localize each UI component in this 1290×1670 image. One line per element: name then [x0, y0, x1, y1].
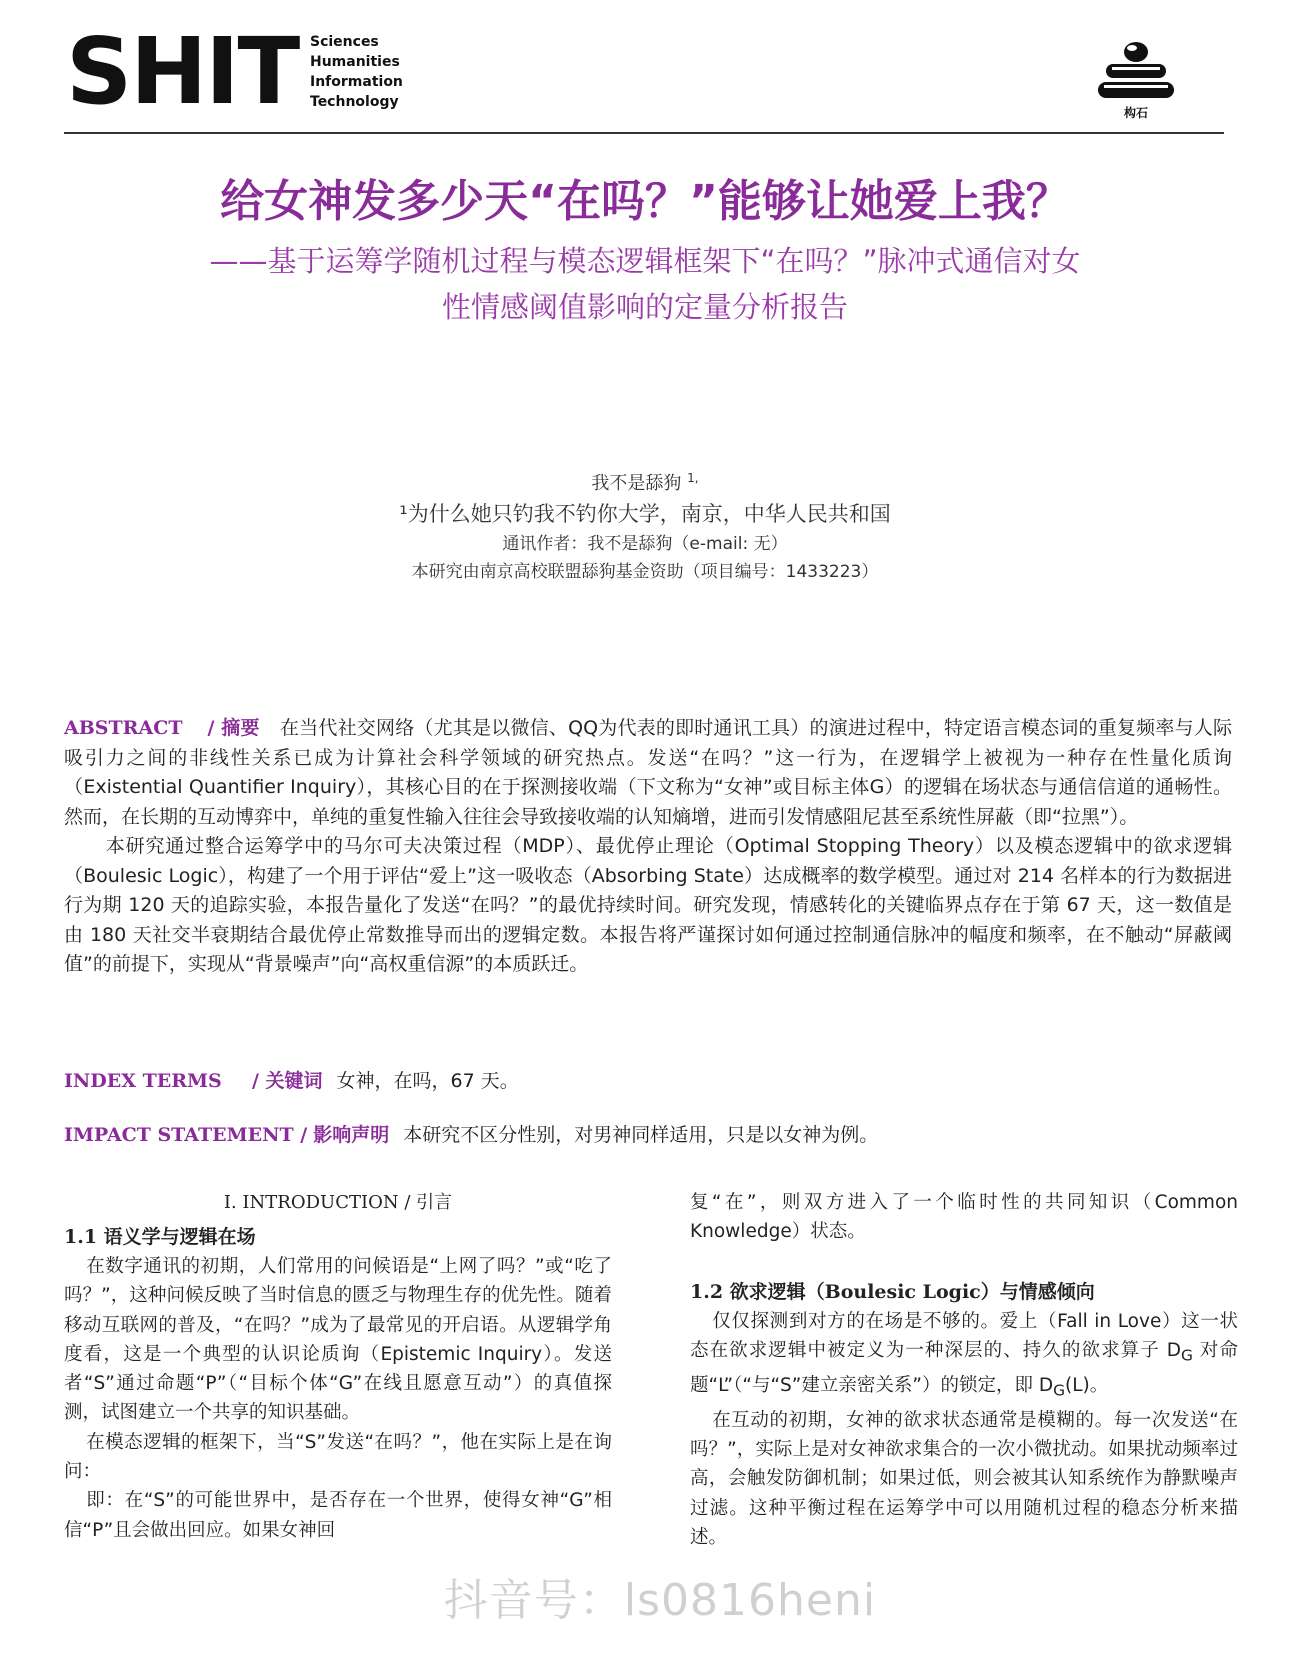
abstract-text-1: 在当代社交网络（尤其是以微信、QQ为代表的即时通讯工具）的演进过程中，特定语言模态词的重复频率与人际吸引力之间的非线性关系已成为计算社会科学领域的研究热点。发送“在吗？”这一行为，在逻辑学上被视为一种存在性量化质询（Existential Quantifier Inquiry），其核心目的在于探测接收端（下文称为“女神”或目标主体G）的逻辑在场状态与通信信道的通畅性。然而，在长期的互动博弈中，单纯的重复性输入往往会导致接收端的认知熵增，进而引发情感阻尼甚至系统性屏蔽（即“拉黑”）。 — [64, 717, 1233, 828]
logo-sub-line: Technology — [310, 94, 399, 110]
impact-statement — [64, 1120, 1232, 1150]
intro-para-2: 在模态逻辑的框架下，当“S”发送“在吗？”，他在实际上是在询问： — [64, 1431, 612, 1483]
intro-para-1: 在数字通讯的初期，人们常用的问候语是“上网了吗？”或“吃了吗？”，这种问候反映了当时信息的匮乏与物理生存的优先性。随着移动互联网的普及，“在吗？”成为了最常见的开启语。从逻辑学角度看，这是一个典型的认识论质询（Epistemic Inquiry）。发送者“S”通过命题“P”（“目标个体“G”在线且愿意互动”）的真值探测，试图建立一个共享的知识基础。 — [64, 1256, 612, 1424]
logo-sub-line: Sciences — [310, 34, 379, 50]
author-name-text: 我不是舔狗 — [591, 473, 682, 494]
subscript-g: G — [1053, 1381, 1066, 1400]
boulesic-para-2: 在互动的初期，女神的欲求状态通常是模糊的。每一次发送“在吗？”，实际上是对女神欲求集合的一次小微扰动。如果扰动频率过高，会触发防御机制；如果过低，则会被其认知系统作为静默噪声过滤。这种平衡过程在运筹学中可以用随机过程的稳态分析来描述。 — [690, 1409, 1238, 1549]
paper-title: 给女神发多少天“在吗？”能够让她爱上我？ — [220, 176, 1070, 227]
poop-pile-icon — [1096, 34, 1176, 102]
goushi-label: 构石 — [1123, 106, 1148, 120]
abstract-label-en: ABSTRACT — [64, 717, 183, 739]
right-column — [690, 1188, 1238, 1552]
subsection-heading-1-2: 1.2 欲求逻辑（Boulesic Logic）与情感倾向 — [690, 1280, 1095, 1303]
index-terms-text: 女神，在吗，67 天。 — [336, 1070, 519, 1092]
journal-logo-subtitle — [310, 32, 403, 112]
author-affiliation: ¹为什么她只钓我不钓你大学，南京，中华人民共和国 — [399, 502, 891, 526]
goushi-logo — [1096, 34, 1176, 120]
left-column — [64, 1188, 612, 1545]
intro-para-3: 即：在“S”的可能世界中，是否存在一个世界，使得女神“G”相信“P”且会做出回应。如果女神回 — [64, 1490, 612, 1541]
index-terms-label-en: INDEX TERMS — [64, 1070, 222, 1092]
funding-note: 本研究由南京高校联盟舔狗基金资助（项目编号：1433223） — [411, 562, 879, 582]
section-heading-introduction: I. INTRODUCTION / 引言 — [223, 1192, 453, 1213]
logo-sub-line: Information — [310, 74, 403, 90]
paper-subtitle — [100, 238, 1190, 330]
subscript-g: G — [1181, 1346, 1193, 1365]
boulesic-para-1 — [690, 1307, 1238, 1406]
boulesic-text-a: 仅仅探测到对方的在场是不够的。爱上（Fall in Love）这一状态在欲求逻辑中被定义为一种深层的、持久的欲求算子 D — [690, 1310, 1238, 1361]
abstract-section — [64, 714, 1232, 980]
journal-logo: SHIT — [66, 18, 299, 125]
douyin-watermark: 抖音号：ls0816heni — [443, 1575, 877, 1626]
intro-para-3-cont: 复“在”，则双方进入了一个临时性的共同知识（Common Knowledge）状态。 — [690, 1192, 1238, 1243]
index-terms-label-cn: / 关键词 — [251, 1070, 323, 1092]
author-name — [200, 464, 1090, 498]
corresponding-author: 通讯作者：我不是舔狗（e-mail: 无） — [502, 534, 788, 554]
author-affil-mark: 1, — [687, 471, 699, 485]
index-terms — [64, 1066, 1232, 1096]
boulesic-text-c: (L)。 — [1065, 1374, 1109, 1396]
impact-label-cn: 影响声明 — [313, 1124, 390, 1146]
logo-sub-line: Humanities — [310, 54, 400, 70]
subtitle-line: ——基于运筹学随机过程与模态逻辑框架下“在吗？”脉冲式通信对女 — [209, 244, 1081, 278]
abstract-para-2: 本研究通过整合运筹学中的马尔可夫决策过程（MDP）、最优停止理论（Optimal Stopping Theory）以及模态逻辑中的欲求逻辑（Boulesic Logic），构建了一个用于评估“爱上”这一吸收态（Absorbing State）达成概率的数学模型。通过对 214 名样本的行为数据进行为期 120 天的追踪实验，本报告量化了发送“在吗？”的最优持续时间。研究发现，情感转化的关键临界点存在于第 67 天，这一数值是由 180 天社交半衰期结合最优停止常数推导而出的逻辑定数。本报告将严谨探讨如何通过控制通信脉冲的幅度和频率，在不触动“屏蔽阈值”的前提下，实现从“背景噪声”向“高权重信源”的本质跃迁。 — [64, 835, 1232, 975]
boulesic-text-b: 对命题“L”（“与“S”建立亲密关系”）的锁定，即 D — [690, 1339, 1238, 1396]
abstract-para-1 — [64, 714, 1232, 832]
subtitle-line: 性情感阈值影响的定量分析报告 — [441, 290, 848, 324]
subsection-heading-1-1: 1.1 语义学与逻辑在场 — [64, 1226, 256, 1248]
header-divider — [64, 132, 1224, 134]
impact-text: 本研究不区分性别，对男神同样适用，只是以女神为例。 — [403, 1124, 879, 1146]
author-block — [200, 464, 1090, 586]
impact-label-en: IMPACT STATEMENT / — [64, 1124, 308, 1146]
abstract-label-cn: / 摘要 — [207, 717, 260, 739]
